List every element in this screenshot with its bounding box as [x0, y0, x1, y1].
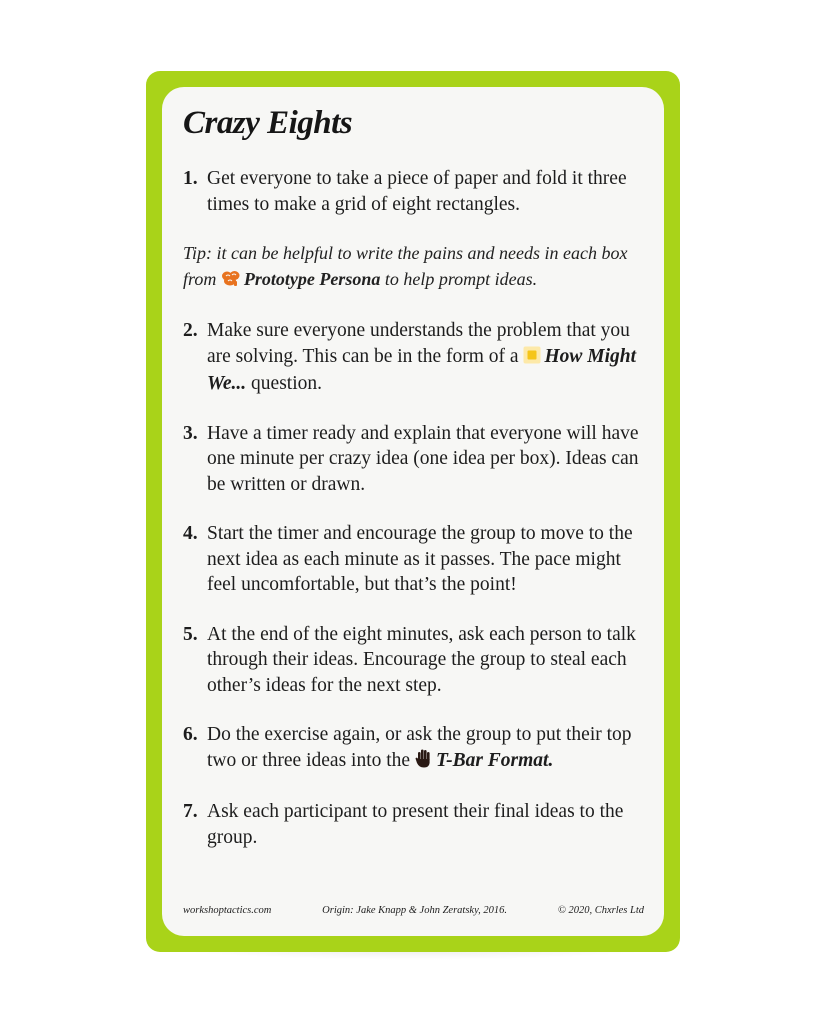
- footer-origin: Origin: Jake Knapp & John Zeratsky, 2016.: [322, 905, 508, 916]
- step-text-before: Make sure everyone understands the problem that you are solving. This can be in the form of a: [207, 320, 630, 367]
- step-3: [183, 421, 653, 498]
- sticky-note-icon: [523, 346, 541, 372]
- card-title: Crazy Eights: [183, 105, 353, 141]
- step-1: [183, 166, 653, 217]
- footer-website: workshoptactics.com: [183, 905, 272, 916]
- step-text-after: question.: [251, 373, 323, 394]
- step-number: 7.: [183, 801, 198, 822]
- step-number: 6.: [183, 724, 198, 745]
- step-5: [183, 622, 653, 699]
- tip-before: Tip: it can be helpful to write the pains and needs in each box from: [183, 243, 628, 289]
- step-text: At the end of the eight minutes, ask each person to talk through their ideas. Encourage the group to steal each other’s ideas for the next step.: [207, 623, 636, 696]
- step-7: [183, 799, 653, 850]
- step-text: Get everyone to take a piece of paper and fold it three times to make a grid of eight rectangles.: [207, 168, 627, 215]
- step-text: Ask each participant to present their final ideas to the group.: [207, 801, 624, 848]
- step-2-ref-link[interactable]: How Might We...: [207, 345, 637, 394]
- step-number: 5.: [183, 623, 198, 645]
- step-text: Have a timer ready and explain that everyone will have one minute per crazy idea (one idea per box). Ideas can be written or drawn.: [207, 422, 639, 495]
- step-text: Start the timer and encourage the group to move to the next idea as each minute as it passes. The pace might feel uncomfortable, but that’s the point!: [207, 523, 633, 595]
- step-2: [183, 318, 653, 397]
- step-6-ref-link[interactable]: T-Bar Format.: [435, 749, 554, 771]
- step-number: 1.: [183, 168, 198, 189]
- tip-text: [183, 241, 653, 294]
- hand-icon: [415, 749, 433, 776]
- tip-after: to help prompt ideas.: [384, 268, 538, 289]
- tactic-card: [146, 71, 680, 952]
- step-4: [183, 521, 653, 598]
- step-number: 3.: [183, 422, 198, 444]
- tip-ref-link[interactable]: Prototype Persona: [243, 268, 381, 289]
- step-6: [183, 722, 653, 775]
- step-number: 4.: [183, 523, 198, 544]
- footer-copyright: © 2020, Chxrles Ltd: [557, 905, 644, 916]
- card-content: [183, 166, 653, 874]
- card-face: [162, 87, 664, 936]
- step-text-before: Do the exercise again, or ask the group to put their top two or three ideas into the: [207, 724, 632, 771]
- step-number: 2.: [183, 320, 198, 341]
- card-footer: [183, 905, 644, 916]
- brain-icon: [221, 269, 241, 295]
